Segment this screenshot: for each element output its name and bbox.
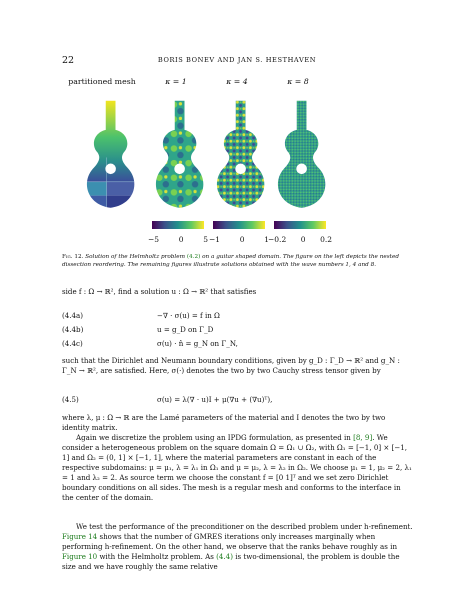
- figure-link[interactable]: Figure 10: [62, 552, 98, 561]
- equation-body: −∇ · σ(u) = f in Ω: [157, 311, 220, 320]
- paragraph-text: We test the performance of the preconditioner on the described problem under h-refinement.: [76, 522, 413, 531]
- colorbar-ticks-k4: [209, 235, 269, 244]
- tick-label: 0: [300, 235, 306, 244]
- paragraph-text: shows that the number of GMRES iterations only increases marginally when performing h-refinement. On the other hand, we observe that the ranks behave roughly as in: [62, 532, 398, 551]
- caption-ref[interactable]: (4.2): [186, 254, 201, 260]
- guitar-solution-k4: [213, 88, 265, 222]
- equation-number: (4.4a): [62, 311, 84, 320]
- guitar-solution-k8: [274, 88, 326, 222]
- colorbar-ticks-k1: [148, 235, 208, 244]
- tick-label: 5: [203, 235, 208, 244]
- colorbar-k4: [213, 221, 265, 229]
- figure-caption: [62, 253, 414, 269]
- caption-label: Fig. 12.: [62, 254, 84, 260]
- panel-label-k4: κ = 4: [226, 77, 248, 86]
- figure-link[interactable]: Figure 14: [62, 532, 98, 541]
- equation-number: (4.4c): [62, 339, 83, 348]
- equation-4-4c: [62, 339, 414, 350]
- panel-label-mesh: partitioned mesh: [68, 77, 136, 86]
- tick-label: 0: [178, 235, 184, 244]
- tick-label: 0.2: [320, 235, 332, 244]
- paragraph-text: . We consider a heterogeneous problem on the square domain Ω = Ω₁ ∪ Ω₂, with Ω₁ = [−1, 0] × [−1, 1] and Ω₂ = (0, 1] × [−1, 1], where the material parameters are constant in each of the respective subdomains: μ = μ₁, λ = λ₁ in Ω₁ and μ = μ₂, λ = λ₂ in Ω₂. We choose μ₁ = 1, μ₂ = 2, λ₁ = 1 and λ₂ = 2. As source term we choose the constant f = [0 1]ᵀ and we set zero Dirichlet boundary conditions on all sides. The mesh is a regular mesh and conforms to the interface in the center of the domain.: [62, 433, 412, 502]
- colorbar-k1: [152, 221, 204, 229]
- running-head: BORIS BONEV AND JAN S. HESTHAVEN: [157, 56, 317, 64]
- equation-4-4b: [62, 325, 414, 336]
- equation-4-4a: [62, 311, 414, 322]
- panel-label-k8: κ = 8: [287, 77, 309, 86]
- tick-label: −0.2: [268, 235, 287, 244]
- guitar-solution-k1: [152, 88, 204, 222]
- colorbar-ticks-k8: [268, 235, 332, 244]
- equation-number: (4.5): [62, 395, 79, 404]
- caption-text-rest: on a guitar shaped domain. The figure on the left depicts the nested dissection reordering. The remaining figures illustrate solutions obtained with the wave numbers 1, 4 and 8.: [62, 254, 399, 269]
- tick-label: 1: [264, 235, 269, 244]
- equation-body: σ(u) · n̂ = g_N on Γ_N,: [157, 339, 238, 348]
- equation-body: σ(u) = λ(∇ · u)I + μ(∇u + (∇u)ᵀ),: [157, 395, 273, 404]
- page-number: 22: [62, 55, 75, 66]
- paragraph-lame: where λ, μ : Ω → ℝ are the Lamé parameters of the material and I denotes the two by two identity matrix.: [62, 413, 386, 432]
- equation-number: (4.4b): [62, 325, 84, 334]
- equation-4-5: [62, 395, 414, 406]
- tick-label: −1: [209, 235, 221, 244]
- tick-label: −5: [148, 235, 160, 244]
- panel-label-k1: κ = 1: [165, 77, 187, 86]
- paragraph-text: is two-dimensional, the problem is double the size and we have roughly the same relative: [62, 552, 400, 571]
- intro-line: side f : Ω → ℝ², find a solution u : Ω → ℝ² that satisfies: [62, 287, 257, 296]
- equation-body: u = g_D on Γ_D: [157, 325, 214, 334]
- equation-link[interactable]: (4.4): [216, 552, 233, 561]
- tick-label: 0: [239, 235, 245, 244]
- citation-link[interactable]: [8, 9]: [353, 433, 373, 442]
- paragraph-text: Again we discretize the problem using an IPDG formulation, as presented in: [76, 433, 351, 442]
- paragraph-discretization: [62, 433, 414, 503]
- colorbar-k8: [274, 221, 326, 229]
- guitar-partitioned-mesh: [83, 88, 135, 222]
- paragraph-text: with the Helmholtz problem. As: [99, 552, 214, 561]
- caption-text: Solution of the Helmholtz problem: [85, 254, 186, 260]
- paragraph-boundary-conditions: such that the Dirichlet and Neumann boundary conditions, given by g_D : Γ_D → ℝ² and g_N : Γ_N → ℝ², are satisfied. Here, σ(·) denotes the two by two Cauchy stress tensor given by: [62, 356, 400, 375]
- paragraph-performance: [62, 522, 414, 572]
